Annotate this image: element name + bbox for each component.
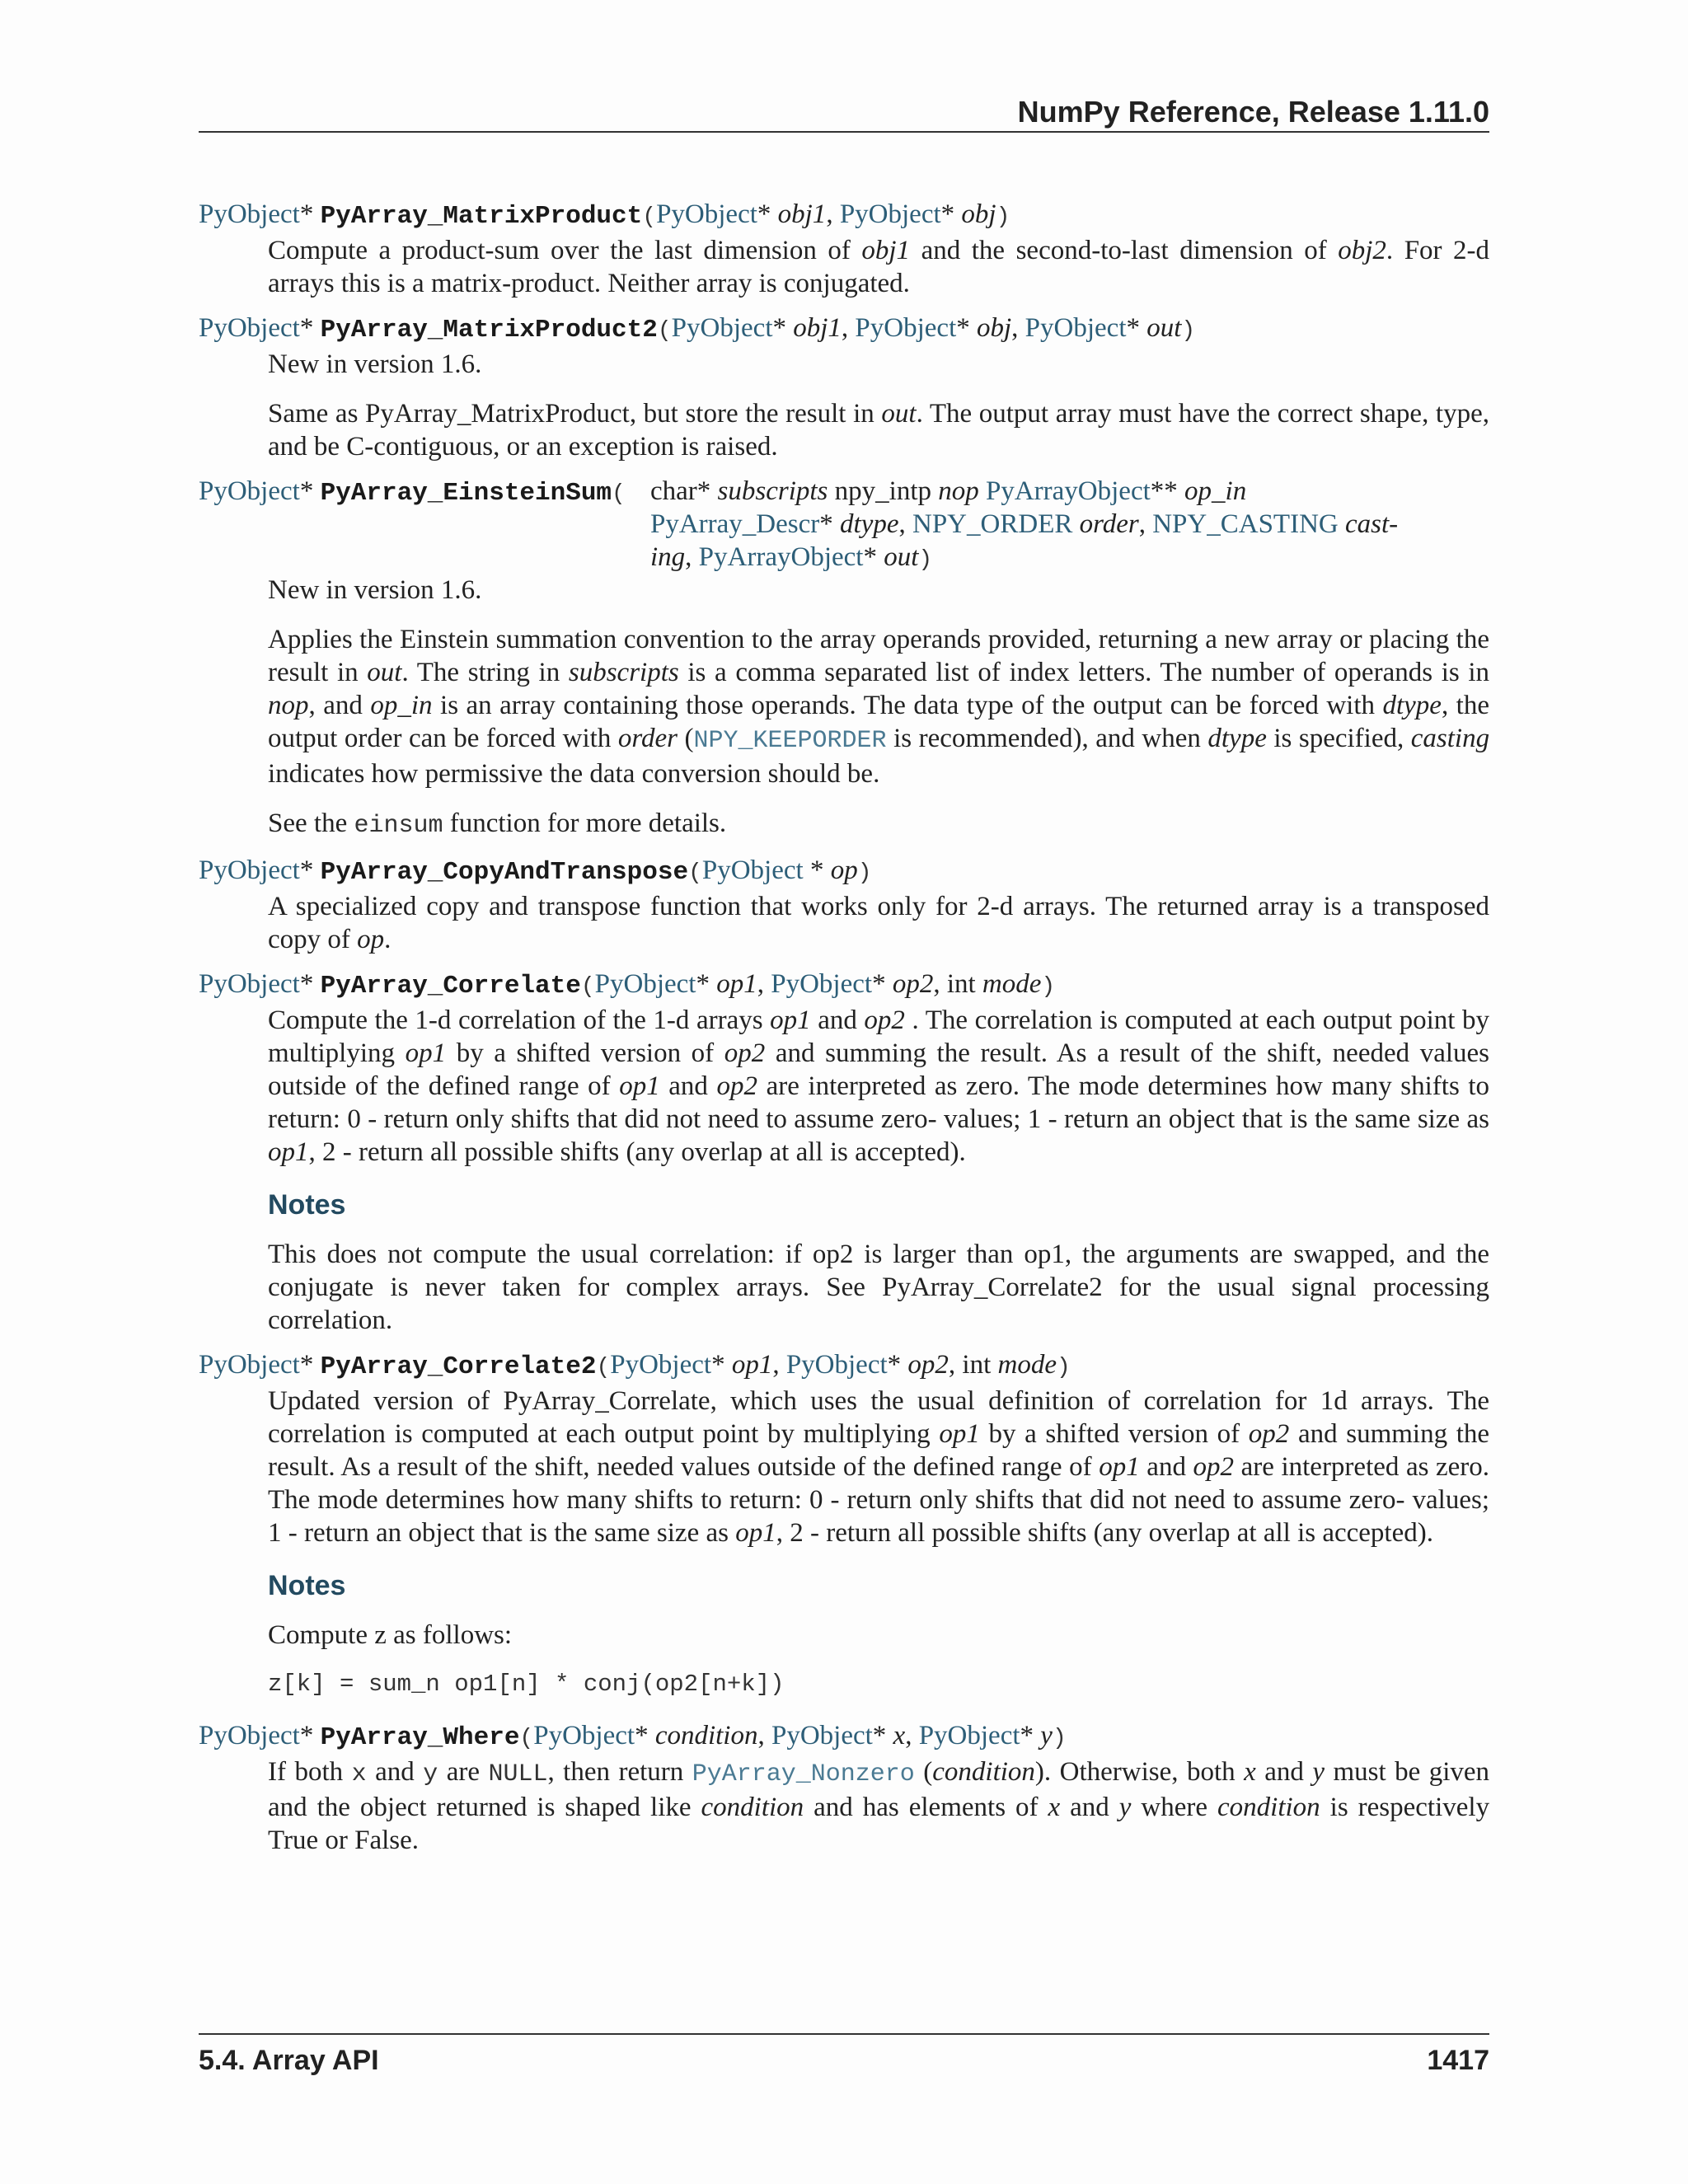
einsum-ref: einsum [354,812,443,840]
notes-heading: Notes [268,1570,346,1601]
page-number: 1417 [1427,2045,1489,2076]
param-type-link[interactable]: PyObject [610,1350,712,1380]
notes-text: Compute z as follows: [268,1620,513,1650]
page-footer [199,2033,1489,2076]
pyarray-nonzero-link[interactable]: PyArray_Nonzero [692,1760,915,1788]
return-type-link[interactable]: PyObject [199,1721,300,1750]
param-type-link[interactable]: PyArrayObject [986,476,1151,506]
param-type-link[interactable]: PyObject [839,199,941,229]
param-name: obj1 [777,199,827,229]
param-type-link[interactable]: PyObject [918,1721,1020,1750]
return-type-link[interactable]: PyObject [199,855,300,885]
footer-section: 5.4. Array API [199,2045,379,2076]
function-description: Updated version of PyArray_Correlate, which uses the usual definition of correlation for 1d arrays. The correlation is computed at each output point by multiplying op1 by a shifted version of op2 and summing the result. As a result of the shift, needed values outside of the defined range of op1 and op2 are interpreted as zero. The mode determines how many shifts to return: 0 - return only shifts that did not need to assume zero- values; 1 - return an object that is the same size as op1, 2 - return all possible shifts (any overlap at all is accepted). Notes Compute z as follows: z[k] = sum_n op1[n] * conj(op2[n+k]) [268,1385,1489,1701]
version-note: New in version 1.6. [268,575,482,605]
return-type-link[interactable]: PyObject [199,313,300,343]
function-signature: PyObject* PyArray_Correlate2(PyObject* op1, PyObject* op2, int mode) [199,1350,1071,1381]
function-description: A specialized copy and transpose function that works only for 2-d arrays. The returned array is a transposed copy of op. [268,892,1489,954]
function-signature: PyObject* PyArray_EinsteinSum( char* subscripts npy_intp nop PyArrayObject** op_in PyArray_Descr* dtype, NPY_ORDER order, NPY_CASTING cast- ing, PyArrayObject* out) [199,476,1399,573]
notes-text: This does not compute the usual correlation: if op2 is larger than op1, the arguments are swapped, and the conjugate is never taken for complex arrays. See PyArray_Correlate2 for the usual signal processing correlation. [268,1240,1489,1335]
return-type-link[interactable]: PyObject [199,1350,300,1380]
function-entry-matrixproduct [199,198,1489,300]
param-type-link[interactable]: NPY_CASTING [1152,509,1339,539]
function-name: PyArray_EinsteinSum [320,479,612,508]
function-description: Compute the 1-d correlation of the 1-d arrays op1 and op2 . The correlation is computed at each output point by multiplying op1 by a shifted version of op2 and summing the result. As a result of the shift, needed values outside of the defined range of op1 and op2 are interpreted as zero. The mode determines how many shifts to return: 0 - return only shifts that did not need to assume zero- values; 1 - return an object that is the same size as op1, 2 - return all possible shifts (any overlap at all is accepted). Notes This does not compute the usual correlation: if op2 is larger than op1, the arguments are swapped, and the conjugate is never taken for complex arrays. See PyArray_Correlate2 for the usual signal processing correlation. [268,1005,1490,1335]
param-type-link[interactable]: PyArray_Descr [650,509,820,539]
function-entry-einsteinsum [199,475,1489,842]
function-name: PyArray_Where [320,1723,520,1752]
page-content [199,198,1489,1868]
return-type-link[interactable]: PyObject [199,476,300,506]
param-type-link[interactable]: PyObject [785,1350,888,1380]
param-type-link[interactable]: PyObject [771,1721,873,1750]
function-name: PyArray_MatrixProduct2 [320,316,658,344]
param-type-link[interactable]: PyObject [594,969,696,999]
function-description: Compute a product-sum over the last dimension of obj1 and the second-to-last dimension of obj2. For 2-d arrays this is a matrix-product. Neither array is conjugated. [268,236,1490,298]
function-entry-copyandtranspose [199,854,1489,956]
function-name: PyArray_MatrixProduct [320,202,643,231]
param-name: obj1 [793,313,842,343]
return-type-link[interactable]: PyObject [199,199,300,229]
param-type-link[interactable]: PyObject [533,1721,635,1750]
function-description: If both x and y are NULL, then return PyArray_Nonzero (condition). Otherwise, both x and y must be given and the object returned is shaped like condition and has elements of x and y where condition is respectively True or False. [268,1757,1490,1855]
function-name: PyArray_Correlate [320,972,581,1001]
function-entry-correlate2 [199,1348,1489,1701]
param-type-link[interactable]: PyObject [671,313,773,343]
param-name: obj [961,199,996,229]
function-description: New in version 1.6. Applies the Einstein summation convention to the array operands provided, returning a new array or placing the result in out. The string in subscripts is a comma separated list of index letters. The number of operands is in nop, and op_in is an array containing those operands. The data type of the output can be forced with dtype, the output order can be forced with order (NPY_KEEPORDER is recommended), and when dtype is specified, casting indicates how permissive the data conversion should be. See the einsum function for more details. [268,575,1490,840]
version-note: New in version 1.6. [268,349,482,379]
param-type-link[interactable]: PyObject [855,313,957,343]
param-type-link[interactable]: PyObject [1025,313,1127,343]
function-signature: PyObject* PyArray_MatrixProduct2(PyObject* obj1, PyObject* obj, PyObject* out) [199,313,1196,344]
return-type-link[interactable]: PyObject [199,969,300,999]
function-signature: PyObject* PyArray_Where(PyObject* condition, PyObject* x, PyObject* y) [199,1721,1067,1752]
function-description: New in version 1.6. Same as PyArray_MatrixProduct, but store the result in out. The output array must have the correct shape, type, and be C-contiguous, or an exception is raised. [268,349,1490,462]
param-name: obj [977,313,1012,343]
function-entry-correlate [199,968,1489,1337]
npy-keeporder-link[interactable]: NPY_KEEPORDER [693,727,887,755]
function-signature: PyObject* PyArray_CopyAndTranspose(PyObject * op) [199,855,872,887]
function-signature: PyObject* PyArray_Correlate(PyObject* op1, PyObject* op2, int mode) [199,969,1056,1001]
function-entry-matrixproduct2 [199,312,1489,463]
param-type-link[interactable]: PyObject [771,969,873,999]
notes-heading: Notes [268,1189,346,1221]
function-name: PyArray_Correlate2 [320,1352,597,1381]
param-name: out [1146,313,1182,343]
page-header [199,93,1489,133]
param-type-link[interactable]: PyObject [701,855,804,885]
header-title: NumPy Reference, Release 1.11.0 [1017,95,1489,129]
function-signature: PyObject* PyArray_MatrixProduct(PyObject* obj1, PyObject* obj) [199,199,1010,231]
code-block: z[k] = sum_n op1[n] * conj(op2[n+k]) [268,1671,785,1698]
param-type-link[interactable]: PyObject [656,199,757,229]
param-type-link[interactable]: NPY_ORDER [912,509,1073,539]
function-entry-where [199,1719,1489,1857]
function-name: PyArray_CopyAndTranspose [320,858,689,887]
param-type-link[interactable]: PyArrayObject [698,542,864,572]
